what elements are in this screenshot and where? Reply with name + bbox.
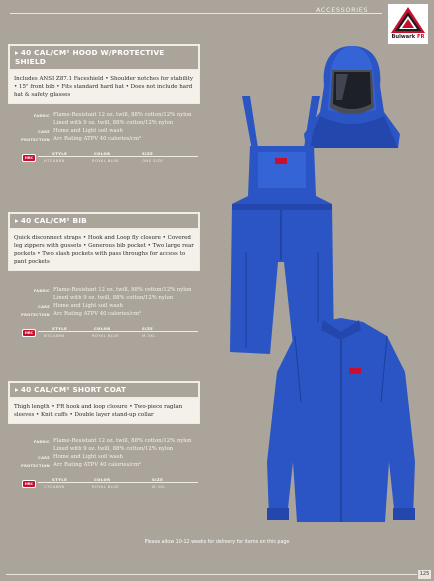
fabric-line2: Lined with 9 oz. twill, 88% cotton/12% nylon bbox=[53, 295, 174, 302]
size-value: M-3XL bbox=[152, 484, 166, 490]
color-header: COLOR bbox=[94, 151, 111, 157]
logo-fr: FR bbox=[417, 34, 425, 40]
style-value: BTCA8RB bbox=[44, 333, 65, 339]
short-coat-image bbox=[265, 312, 417, 532]
care-label: CARE bbox=[38, 455, 50, 460]
style-value: HTCA8RB bbox=[44, 158, 65, 164]
protection-label: PROTECTION bbox=[21, 312, 50, 317]
hrc-badge-icon: HRC bbox=[22, 329, 36, 337]
color-header: COLOR bbox=[94, 477, 111, 483]
product-specs bbox=[14, 287, 200, 319]
care-label: CARE bbox=[38, 304, 50, 309]
fabric-line1: Flame-Resistant 12 oz. twill, 88% cotton/12% nylon bbox=[53, 287, 192, 293]
fabric-line1: Flame-Resistant 12 oz. twill, 88% cotton/12% nylon bbox=[53, 112, 192, 118]
product-title-line1: 40 CAL/CM² HOOD W/PROTECTIVE bbox=[20, 48, 165, 57]
product-description: Includes ANSI Z87.1 Faceshield • Shoulder notches for stability • 15" front bib • Fits standard hard hat • Does not include hard hat & safety glasses bbox=[8, 71, 200, 104]
brand-logo-wordmark bbox=[388, 33, 428, 42]
fabric-line2: Lined with 9 oz. twill, 88% cotton/12% nylon bbox=[53, 120, 174, 127]
order-table bbox=[22, 151, 198, 165]
care-value: Home and Light soil wash bbox=[53, 127, 123, 134]
fabric-label: FABRIC bbox=[33, 289, 50, 293]
product-description: Quick disconnect straps • Hook and Loop fly closure • Covered leg zippers with gussets • Generous bib pocket • Two large rear pockets • Two slash pockets with pass throughs for access to pant pockets bbox=[8, 230, 200, 271]
product-specs bbox=[14, 438, 200, 470]
size-header: SIZE bbox=[152, 477, 164, 483]
care-value: Home and Light soil wash bbox=[53, 453, 123, 460]
protection-value: Arc Rating ATPV 40 calories/cm² bbox=[53, 310, 142, 317]
product-title: ▸ 40 CAL/CM² BIB bbox=[8, 212, 200, 230]
hrc-badge-icon: HRC bbox=[22, 154, 36, 162]
product-title-line1: 40 CAL/CM² BIB bbox=[20, 216, 87, 225]
style-header: STYLE bbox=[52, 151, 68, 157]
style-value: CTCA8RB bbox=[44, 484, 65, 490]
style-header: STYLE bbox=[52, 477, 68, 483]
protection-label: PROTECTION bbox=[21, 463, 50, 468]
footer-rule bbox=[6, 574, 417, 575]
delivery-note: Please allow 10-12 weeks for delivery for items on this page bbox=[144, 540, 290, 545]
product-bib bbox=[8, 212, 200, 340]
style-header: STYLE bbox=[52, 326, 68, 332]
product-title-line2: SHIELD bbox=[15, 57, 46, 66]
product-title-line1: 40 CAL/CM² SHORT COAT bbox=[20, 385, 127, 394]
product-title: ▸ 40 CAL/CM² SHORT COAT bbox=[8, 381, 200, 399]
fabric-line1: Flame-Resistant 12 oz. twill, 88% cotton/12% nylon bbox=[53, 438, 192, 444]
care-label: CARE bbox=[38, 129, 50, 134]
logo-word: Bulwark bbox=[391, 34, 416, 40]
protection-value: Arc Rating ATPV 40 calories/cm² bbox=[53, 461, 142, 468]
color-value: ROYAL BLUE bbox=[92, 333, 120, 339]
hrc-badge-icon: HRC bbox=[22, 480, 36, 488]
page-number: 125 bbox=[419, 571, 430, 577]
order-table bbox=[22, 326, 198, 340]
color-value: ROYAL BLUE bbox=[92, 484, 120, 490]
fabric-line2: Lined with 9 oz. twill, 88% cotton/12% nylon bbox=[53, 446, 174, 453]
color-value: ROYAL BLUE bbox=[92, 158, 120, 164]
protection-label: PROTECTION bbox=[21, 137, 50, 142]
fabric-label: FABRIC bbox=[33, 114, 50, 118]
product-hood bbox=[8, 44, 200, 165]
size-value: M-3XL bbox=[142, 333, 156, 339]
size-header: SIZE bbox=[142, 151, 154, 157]
product-specs bbox=[14, 112, 200, 144]
product-description: Thigh length • FR hook and loop closure • Two-piece raglan sleeves • Knit cuffs • Double layer stand-up collar bbox=[8, 399, 200, 424]
color-header: COLOR bbox=[94, 326, 111, 332]
section-label: ACCESSORIES bbox=[316, 6, 369, 14]
care-value: Home and Light soil wash bbox=[53, 302, 123, 309]
size-value: ONE SIZE bbox=[142, 158, 164, 164]
size-header: SIZE bbox=[142, 326, 154, 332]
protection-value: Arc Rating ATPV 40 calories/cm² bbox=[53, 135, 142, 142]
product-title: ▸ 40 CAL/CM² HOOD W/PROTECTIVE SHIELD bbox=[8, 44, 200, 71]
order-table bbox=[22, 477, 198, 491]
product-short-coat bbox=[8, 381, 200, 491]
fabric-label: FABRIC bbox=[33, 440, 50, 444]
